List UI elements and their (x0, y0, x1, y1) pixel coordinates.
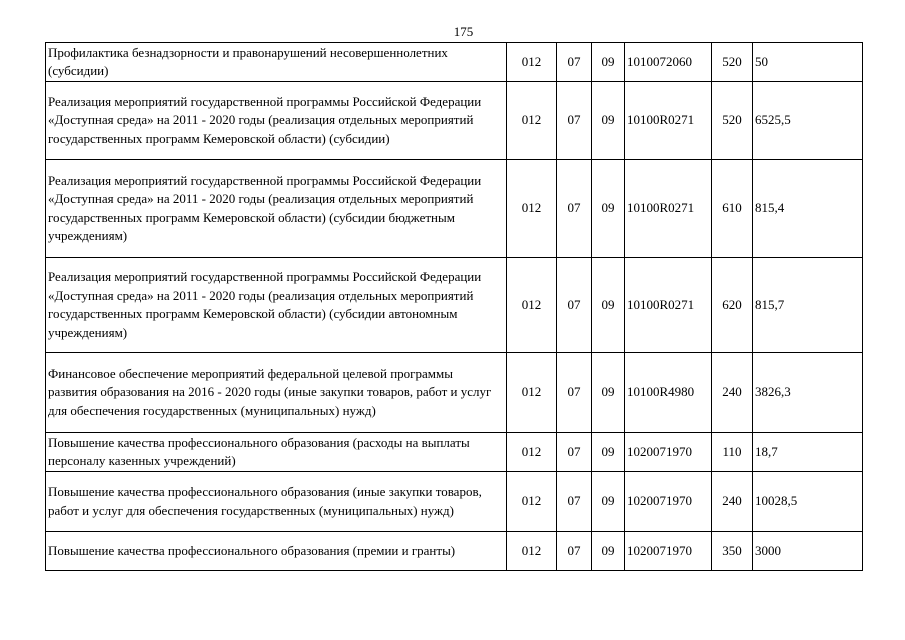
ministry-code: 012 (507, 353, 557, 433)
table-row (46, 433, 863, 472)
subsection-code: 09 (592, 472, 625, 532)
row-description: Реализация мероприятий государственной программы Российской Федерации «Доступная среда» на 2011 - 2020 годы (реализация отдельных мероприятий государственных программ Кемеровской области) (субсидии автономным учреждениям) (46, 258, 507, 353)
row-description: Финансовое обеспечение мероприятий федеральной целевой программы развития образования на 2016 - 2020 годы (иные закупки товаров, работ и услуг для обеспечения государственных (муниципальных) нужд) (46, 353, 507, 433)
expense-type-code: 520 (712, 43, 753, 82)
amount: 6525,5 (753, 82, 863, 160)
target-article-code: 1020071970 (625, 433, 712, 472)
row-description: Повышение качества профессионального образования (расходы на выплаты персоналу казенных учреждений) (46, 433, 507, 472)
subsection-code: 09 (592, 43, 625, 82)
amount: 18,7 (753, 433, 863, 472)
subsection-code: 09 (592, 258, 625, 353)
table-row (46, 532, 863, 571)
amount: 815,7 (753, 258, 863, 353)
budget-table (45, 42, 863, 571)
expense-type-code: 240 (712, 353, 753, 433)
expense-type-code: 350 (712, 532, 753, 571)
target-article-code: 1020071970 (625, 532, 712, 571)
section-code: 07 (557, 433, 592, 472)
amount: 3826,3 (753, 353, 863, 433)
subsection-code: 09 (592, 353, 625, 433)
section-code: 07 (557, 353, 592, 433)
section-code: 07 (557, 160, 592, 258)
ministry-code: 012 (507, 43, 557, 82)
ministry-code: 012 (507, 472, 557, 532)
section-code: 07 (557, 43, 592, 82)
expense-type-code: 110 (712, 433, 753, 472)
ministry-code: 012 (507, 532, 557, 571)
ministry-code: 012 (507, 433, 557, 472)
row-description: Реализация мероприятий государственной программы Российской Федерации «Доступная среда» на 2011 - 2020 годы (реализация отдельных мероприятий государственных программ Кемеровской области) (субсидии бюджетным учреждениям) (46, 160, 507, 258)
target-article-code: 1010072060 (625, 43, 712, 82)
subsection-code: 09 (592, 433, 625, 472)
amount: 815,4 (753, 160, 863, 258)
ministry-code: 012 (507, 160, 557, 258)
amount: 10028,5 (753, 472, 863, 532)
table-row (46, 160, 863, 258)
expense-type-code: 520 (712, 82, 753, 160)
page-number: 175 (453, 24, 474, 39)
table-row (46, 353, 863, 433)
amount: 3000 (753, 532, 863, 571)
row-description: Повышение качества профессионального образования (иные закупки товаров, работ и услуг для обеспечения государственных (муниципальных) нужд) (46, 472, 507, 532)
expense-type-code: 240 (712, 472, 753, 532)
ministry-code: 012 (507, 258, 557, 353)
amount: 50 (753, 43, 863, 82)
table-row (46, 43, 863, 82)
expense-type-code: 610 (712, 160, 753, 258)
target-article-code: 10100R0271 (625, 258, 712, 353)
table-row (46, 258, 863, 353)
section-code: 07 (557, 82, 592, 160)
table-row (46, 82, 863, 160)
ministry-code: 012 (507, 82, 557, 160)
target-article-code: 10100R0271 (625, 82, 712, 160)
section-code: 07 (557, 258, 592, 353)
target-article-code: 10100R4980 (625, 353, 712, 433)
expense-type-code: 620 (712, 258, 753, 353)
table-row (46, 472, 863, 532)
row-description: Профилактика безнадзорности и правонарушений несовершеннолетних (субсидии) (46, 43, 507, 82)
section-code: 07 (557, 472, 592, 532)
row-description: Повышение качества профессионального образования (премии и гранты) (46, 532, 507, 571)
section-code: 07 (557, 532, 592, 571)
subsection-code: 09 (592, 532, 625, 571)
target-article-code: 10100R0271 (625, 160, 712, 258)
subsection-code: 09 (592, 82, 625, 160)
target-article-code: 1020071970 (625, 472, 712, 532)
subsection-code: 09 (592, 160, 625, 258)
row-description: Реализация мероприятий государственной программы Российской Федерации «Доступная среда» на 2011 - 2020 годы (реализация отдельных мероприятий государственных программ Кемеровской области) (субсидии) (46, 82, 507, 160)
